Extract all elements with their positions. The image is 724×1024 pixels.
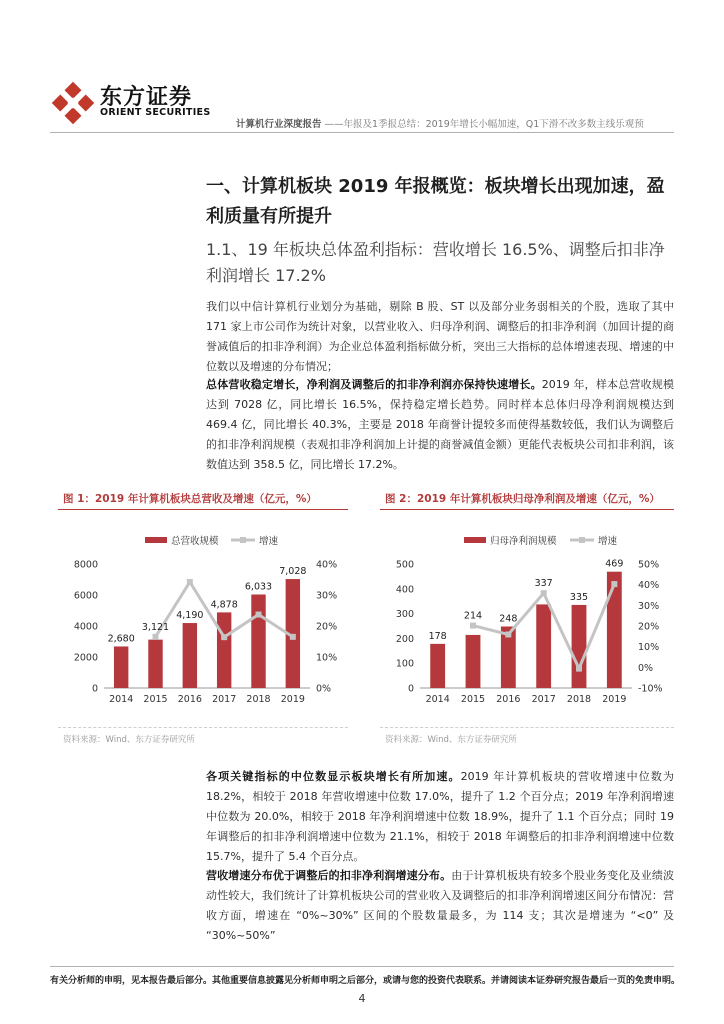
paragraph-lead: 各项关键指标的中位数显示板块增长有所加速。 xyxy=(206,770,461,783)
y-axis-tick-label: 4000 xyxy=(73,621,98,633)
x-axis-tick-label: 2018 xyxy=(566,694,592,705)
x-axis-tick-label: 2018 xyxy=(246,694,271,705)
data-label-2016: 248 xyxy=(499,613,518,625)
figure-1-title-rule xyxy=(58,509,348,510)
growth-point-2019 xyxy=(290,634,296,640)
y2-axis-tick-label: -10% xyxy=(638,683,663,695)
report-title: ——年报及1季报总结：2019年增长小幅加速，Q1下滑不改多数主线乐观预 xyxy=(321,119,644,130)
growth-point-2016 xyxy=(187,579,193,585)
bar-2014 xyxy=(114,646,128,688)
paragraph-lead: 营收增速分布优于调整后的扣非净利润增速分布。 xyxy=(206,869,452,882)
y2-axis-tick-label: 50% xyxy=(638,559,660,571)
data-label-2017: 337 xyxy=(534,578,553,590)
growth-point-2017 xyxy=(541,590,547,596)
paragraph-lead: 总体营收稳定增长，净利润及调整后的扣非净利润亦保持快速增长。 xyxy=(206,378,542,391)
logo-chinese-name: 东方证券 xyxy=(100,85,193,110)
report-header xyxy=(236,116,644,130)
footer-divider xyxy=(50,966,674,967)
bar-2019 xyxy=(607,572,622,688)
y2-axis-tick-label: 30% xyxy=(638,600,660,612)
bar-2015 xyxy=(466,635,481,688)
y-axis-tick-label: 500 xyxy=(395,559,414,571)
figure-2-source: 资料来源：Wind、东方证券研究所 xyxy=(385,735,517,745)
bar-2018 xyxy=(251,594,265,688)
y-axis-tick-label: 2000 xyxy=(73,652,98,664)
y2-axis-tick-label: 40% xyxy=(638,580,660,592)
figure-1-source-rule xyxy=(58,727,348,728)
figure-2-title: 图 2：2019 年计算机板块归母净利润及增速（亿元，%） xyxy=(385,493,660,505)
y-axis-tick-label: 300 xyxy=(395,609,414,621)
bar-2016 xyxy=(183,623,197,688)
y-axis-tick-label: 0 xyxy=(91,683,98,695)
subsection-heading: 1.1、19 年板块总体盈利指标：营收增长 16.5%、调整后扣非净利润增长 17.2% xyxy=(206,240,665,285)
logo-english-name: ORIENT SECURITIES xyxy=(100,107,211,118)
paragraph-methodology: 我们以中信计算机行业划分为基础，剔除 B 股、ST 以及部分业务弱相关的个股，选取了其中 171 家上市公司作为统计对象，以营业收入、归母净利润、调整后的扣非净利润（加回计提的商誉减值后的扣非净利润）为企业总体盈利指标做分析，突出三大指标的总体增速表现、增速的中位数以及增速的分布情况； xyxy=(206,300,674,373)
growth-point-2017 xyxy=(221,634,227,640)
y-axis-tick-label: 6000 xyxy=(73,590,98,602)
paragraph-body: 2019 年计算机板块的营收增速中位数为 18.2%，相较于 2018 年营收增速中位数 17.0%，提升了 1.2 个百分点；2019 年净利润增速中位数为 20.0%，相较于 2018 年净利润增速中位数 18.9%，提升了 1.1 个百分点；同时 19 年调整后的扣非净利润增速中位数为 21.1%，相较于 2018 年调整后的扣非净利润增速中位数 15.7%，提升了 5.4 个百分点。 xyxy=(206,770,674,863)
x-axis-tick-label: 2016 xyxy=(496,694,521,705)
x-axis-tick-label: 2017 xyxy=(212,694,237,705)
x-axis-tick-label: 2017 xyxy=(531,694,556,705)
paragraph-growth-distribution xyxy=(206,866,674,946)
legend-bar-label: 总营收规模 xyxy=(171,536,219,547)
figure-2-title-rule xyxy=(380,509,674,510)
y2-axis-tick-label: 10% xyxy=(316,652,338,664)
growth-point-2019 xyxy=(611,581,617,587)
growth-point-2016 xyxy=(505,631,511,637)
y2-axis-tick-label: 20% xyxy=(316,621,338,633)
section-heading: 一、计算机板块 2019 年报概览：板块增长出现加速，盈利质量有所提升 xyxy=(206,176,665,227)
y2-axis-tick-label: 30% xyxy=(316,590,338,602)
x-axis-tick-label: 2014 xyxy=(425,694,450,705)
header-divider xyxy=(50,132,674,133)
growth-point-2015 xyxy=(153,634,159,640)
growth-point-2018 xyxy=(576,666,582,672)
figure-1-source: 资料来源：Wind、东方证券研究所 xyxy=(63,735,195,745)
bar-2017 xyxy=(536,604,551,688)
legend-bar-label: 归母净利润规模 xyxy=(490,536,557,547)
data-label-2018: 6,033 xyxy=(244,581,273,593)
data-label-2014: 2,680 xyxy=(107,633,135,645)
page-number: 4 xyxy=(358,992,366,1005)
y-axis-tick-label: 200 xyxy=(395,633,414,645)
report-type: 计算机行业深度报告 xyxy=(236,119,322,130)
y2-axis-tick-label: 20% xyxy=(638,621,660,633)
data-label-2019: 469 xyxy=(605,558,624,570)
data-label-2018: 335 xyxy=(569,591,589,603)
data-label-2014: 178 xyxy=(428,630,447,642)
footer-disclaimer: 有关分析师的申明，见本报告最后部分。其他重要信息披露见分析师申明之后部分，或请与您的投资代表联系。并请阅读本证券研究报告最后一页的免责申明。 xyxy=(50,976,681,986)
data-label-2019: 7,028 xyxy=(279,566,307,578)
legend-line-label: 增速 xyxy=(598,536,618,547)
figure-1-chart xyxy=(58,520,350,720)
bar-2015 xyxy=(148,640,162,688)
x-axis-tick-label: 2015 xyxy=(143,694,168,705)
bar-2014 xyxy=(430,644,445,688)
data-label-2016: 4,190 xyxy=(176,610,204,622)
y-axis-tick-label: 400 xyxy=(395,584,414,596)
legend-line-label: 增速 xyxy=(259,536,279,547)
y2-axis-tick-label: 40% xyxy=(316,559,338,571)
y2-axis-tick-label: 0% xyxy=(638,662,654,674)
growth-point-2015 xyxy=(470,623,476,629)
figure-2-chart xyxy=(380,520,674,720)
bar-2017 xyxy=(217,612,231,688)
y2-axis-tick-label: 0% xyxy=(316,683,332,695)
paragraph-median-growth xyxy=(206,767,674,867)
y-axis-tick-label: 100 xyxy=(395,658,414,670)
legend-bar-swatch xyxy=(145,537,167,543)
x-axis-tick-label: 2014 xyxy=(109,694,134,705)
growth-point-2018 xyxy=(256,612,262,618)
data-label-2015: 3,121 xyxy=(141,621,170,633)
orient-securities-logo-icon xyxy=(50,80,96,126)
legend-line-marker xyxy=(240,537,246,543)
bar-2018 xyxy=(572,605,587,688)
paragraph-body: 2019 年，样本总营收规模达到 7028 亿，同比增长 16.5%，保持稳定增长趋势。同时样本总体归母净利润规模达到 469.4 亿，同比增长 40.3%，主要是 2018 年商誉计提较多而使得基数较低，我们认为调整后的扣非净利润规模（表观扣非净利润加上计提的商誉减值金额）更能代表板块公司扣非利润，该数值达到 358.5 亿，同比增长 17.2%。 xyxy=(206,378,675,471)
y-axis-tick-label: 8000 xyxy=(73,559,98,571)
legend-bar-swatch xyxy=(464,537,486,543)
data-label-2015: 214 xyxy=(463,610,483,622)
legend-line-marker xyxy=(579,537,585,543)
y2-axis-tick-label: 10% xyxy=(638,642,660,654)
x-axis-tick-label: 2019 xyxy=(602,694,627,705)
x-axis-tick-label: 2016 xyxy=(177,694,202,705)
figure-1-title: 图 1：2019 年计算机板块总营收及增速（亿元，%） xyxy=(63,493,317,505)
paragraph-overall-growth xyxy=(206,375,674,475)
paragraph-body: 由于计算机板块有较多个股业务变化及业绩波动性较大，我们统计了计算机板块公司的营业收入及调整后的扣非净利润增速区间分布情况：营收方面，增速在 “0%~30%” 区间的个股数量最多，为 114 支；其次是增速为 “<0” 及 “30%~50%” xyxy=(206,869,674,942)
y-axis-tick-label: 0 xyxy=(407,683,414,695)
figure-2-source-rule xyxy=(380,727,674,728)
x-axis-tick-label: 2019 xyxy=(280,694,305,705)
data-label-2017: 4,878 xyxy=(210,599,238,611)
x-axis-tick-label: 2015 xyxy=(460,694,486,705)
